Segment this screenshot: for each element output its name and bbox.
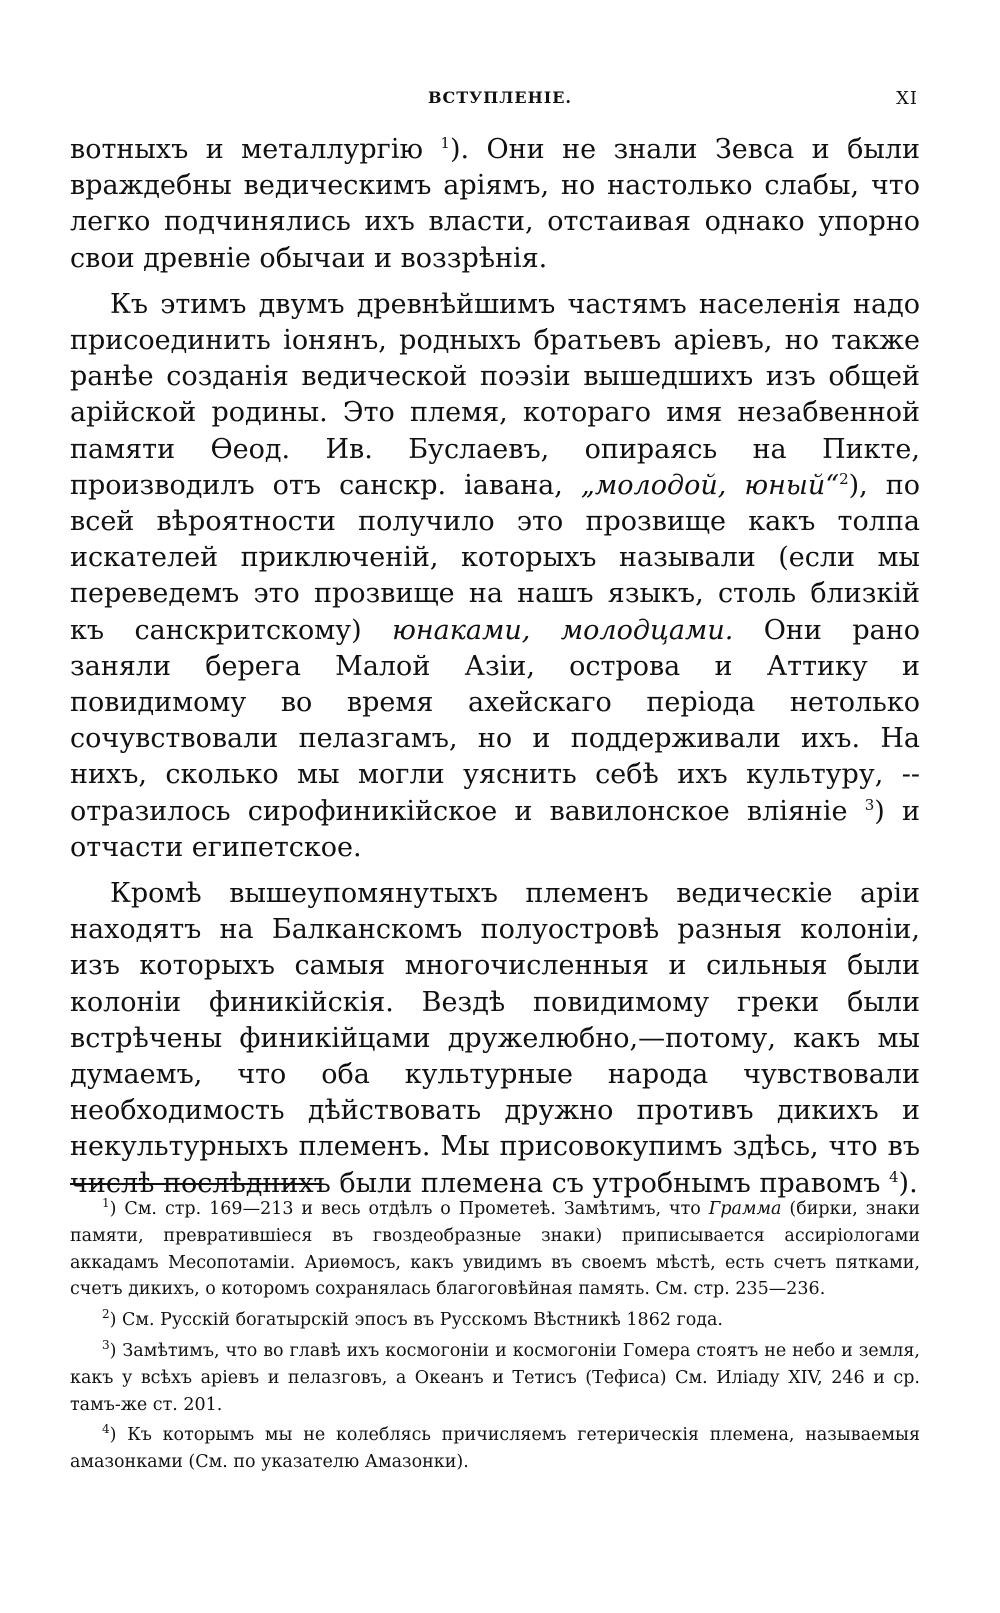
- footnote-3: [70, 1338, 920, 1418]
- footnote-divider: [70, 1183, 320, 1185]
- main-text: [70, 132, 920, 1212]
- footnote-ref-3: 3: [864, 795, 875, 814]
- footnote-3-text: ) Замѣтимъ, что во главѣ ихъ космогоніи и космогоніи Гомера стоятъ не небо и земля, какъ у всѣхъ аріевъ и пелазговъ, а Океанъ и Тетисъ (Тефиса) См. Иліаду XIV, 246 и ср. тамъ-же ст. 201.: [70, 1340, 920, 1415]
- footnote-2-number: 2: [102, 1307, 110, 1322]
- p2-text-b: ), по всей вѣроятности получило это прозвище какъ толпа искателей приключеній, которыхъ называли (если мы переведемъ это прозвище на нашъ языкъ, столь близкій къ санскритскому): [70, 469, 920, 646]
- p2-text-d: ) и отчасти египетское.: [70, 795, 920, 863]
- footnote-4-number: 4: [102, 1422, 110, 1437]
- footnote-ref-4: 4: [889, 1167, 899, 1186]
- running-title: ВСТУПЛЕНІЕ.: [428, 88, 572, 107]
- footnote-1-italic: Грамма: [708, 1199, 782, 1219]
- footnote-1-text-b: (бирки, знаки памяти, превратившіеся въ гвоздеобразные знаки) приписывается ассиріологами аккадамъ Месопотаміи. Ариѳмосъ, какъ увидимъ въ своемъ мѣстѣ, есть счетъ пятками, счетъ дикихъ, о которомъ сохранялась благоговѣйная память. См. стр. 235—236.: [70, 1199, 920, 1300]
- paragraph-2: [70, 287, 920, 866]
- footnote-1-number: 1: [102, 1196, 110, 1211]
- footnote-3-number: 3: [102, 1338, 110, 1353]
- p3-text-a: Кромѣ вышеупомянутыхъ племенъ ведическіе аріи находятъ на Балканскомъ полуостровѣ разныя колоніи, изъ которыхъ самыя многочисленныя и сильныя были колоніи финикійскія. Вездѣ повидимому греки были встрѣчены финикійцами дружелюбно,—потому, какъ мы думаемъ, что оба культурные народа чувствовали необходимость дѣйствовать дружно противъ дикихъ и некультурныхъ племенъ. Мы присовокупимъ здѣсь, что въ числѣ послѣднихъ были племена съ утробнымъ правомъ: [70, 878, 920, 1199]
- page-number: XI: [896, 88, 918, 109]
- footnote-2-text: ) См. Русскій богатырскій эпосъ въ Русскомъ Вѣстникѣ 1862 года.: [109, 1310, 723, 1331]
- footnote-1-text-a: ) См. стр. 169—213 и весь отдѣлъ о Прометеѣ. Замѣтимъ, что: [109, 1199, 709, 1219]
- p2-italic-2: юнаками, молодцами.: [392, 614, 734, 646]
- p3-text-b: ).: [898, 1167, 918, 1199]
- footnote-2: [70, 1307, 920, 1334]
- footnotes: [70, 1196, 920, 1480]
- p2-italic-1: „молодой, юный“: [580, 469, 840, 501]
- p1-text-b: ). Они не знали Зевса и были враждебны ведическимъ аріямъ, но настолько слабы, что легко подчинялись ихъ власти, отстаивая однако упорно свои древніе обычаи и воззрѣнія.: [70, 134, 920, 274]
- footnote-ref-1: 1: [440, 134, 450, 152]
- footnote-4-text: ) Къ которымъ мы не колеблясь причисляемъ гетерическія племена, называемыя амазонками (См. по указателю Амазонки).: [70, 1425, 920, 1473]
- paragraph-1: [70, 132, 920, 277]
- p2-text-a: Къ этимъ двумъ древнѣйшимъ частямъ населенія надо присоединить іонянъ, родныхъ братьевъ аріевъ, но также ранѣе созданія ведической поэзіи вышедшихъ изъ общей арійской родины. Это племя, котораго имя незабвенной памяти Ѳеод. Ив. Буслаевъ, опираясь на Пикте, производилъ отъ санскр. іавана,: [70, 288, 920, 501]
- footnote-4: [70, 1422, 920, 1476]
- paragraph-3: [70, 876, 920, 1202]
- footnote-1: [70, 1196, 920, 1303]
- footnote-ref-2: 2: [839, 469, 849, 488]
- p1-text-a: вотныхъ и металлургію: [70, 134, 441, 165]
- p2-text-c: Они рано заняли берега Малой Азіи, острова и Аттику и повидимому во время ахейскаго періода нетолько сочувствовали пелазгамъ, но и поддерживали ихъ. На нихъ, сколько мы могли уяснить себѣ ихъ культуру, -- отразилось сирофиникійское и вавилонское вліяніе: [70, 614, 920, 827]
